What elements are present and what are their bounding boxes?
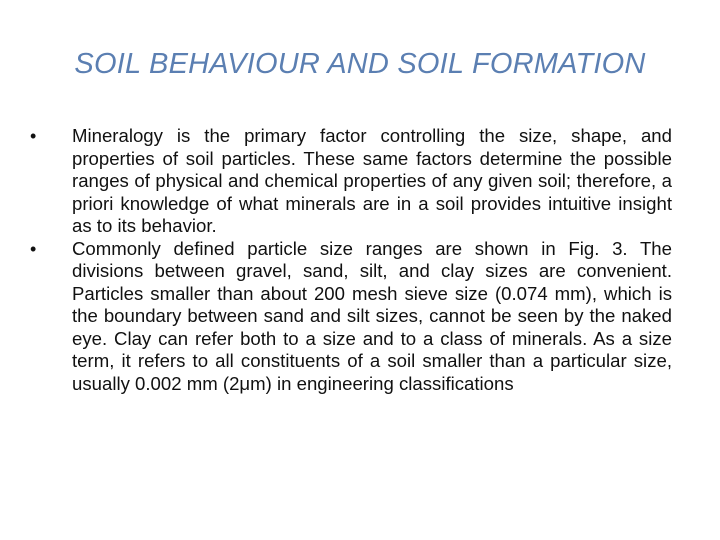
bullet-icon: •: [30, 126, 37, 146]
bullet-text: Mineralogy is the primary factor controlling the size, shape, and properties of soil particles. These same factors determine the possible ranges of physical and chemical properties of any given soil; therefore, a priori knowledge of what minerals are in a soil provides intuitive insight as to its behavior.: [72, 125, 672, 236]
bullet-item: [30, 125, 672, 238]
bullet-text: Commonly defined particle size ranges are shown in Fig. 3. The divisions between gravel, sand, silt, and clay sizes are convenient. Particles smaller than about 200 mesh sieve size (0.074 mm), which is the boundary between sand and silt sizes, cannot be seen by the naked eye. Clay can refer both to a size and to a class of minerals. As a size term, it refers to all constituents of a soil smaller than a particular size, usually 0.002 mm (2μm) in engineering classifications: [72, 237, 672, 394]
bullet-icon: •: [30, 238, 37, 259]
bullet-list: [30, 125, 672, 395]
slide-title: SOIL BEHAVIOUR AND SOIL FORMATION: [74, 48, 646, 80]
bullet-item: [30, 238, 672, 396]
